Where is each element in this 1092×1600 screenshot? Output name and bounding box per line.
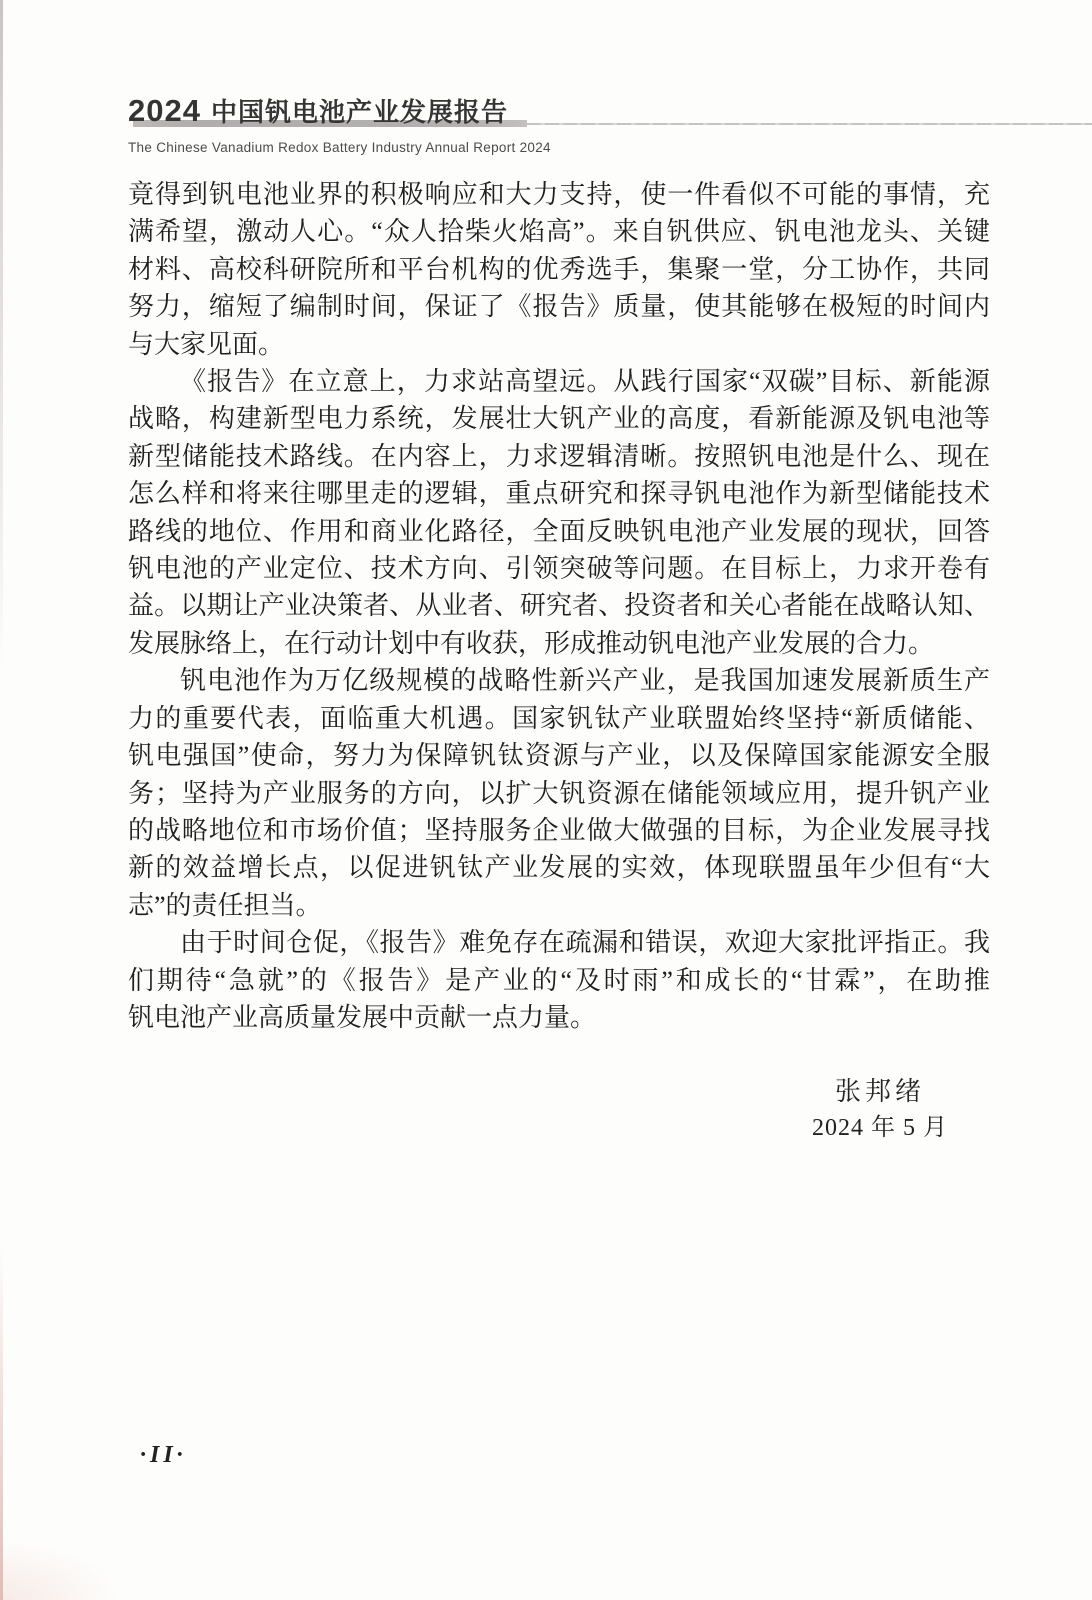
text-line: 务；坚持为产业服务的方向，以扩大钒资源在储能领域应用，提升钒产业 — [128, 778, 990, 808]
text-line: 钒电池的产业定位、技术方向、引领突破等问题。在目标上，力求开卷有 — [128, 554, 990, 584]
text-line: 钒电池产业高质量发展中贡献一点力量。 — [128, 1002, 597, 1032]
text-line: 怎么样和将来往哪里走的逻辑，重点研究和探寻钒电池作为新型储能技术 — [128, 479, 990, 509]
text-line: 战略，构建新型电力系统，发展壮大钒产业的高度，看新能源及钒电池等 — [128, 404, 990, 434]
text-line: 发展脉络上，在行动计划中有收获，形成推动钒电池产业发展的合力。 — [128, 628, 935, 658]
signature-name: 张邦绪 — [834, 1077, 925, 1106]
text-line: 钒电池作为万亿级规模的战略性新兴产业，是我国加速发展新质生产 — [180, 666, 990, 696]
text-line: 力的重要代表，面临重大机遇。国家钒钛产业联盟始终坚持“新质储能、 — [128, 703, 990, 733]
signature-block — [812, 1073, 948, 1148]
text-line: 新型储能技术路线。在内容上，力求逻辑清晰。按照钒电池是什么、现在 — [128, 441, 990, 471]
text-line: 志”的责任担当。 — [128, 890, 322, 920]
text-line: 钒电强国”使命，努力为保障钒钛资源与产业，以及保障国家能源安全服 — [128, 741, 990, 771]
report-header — [128, 92, 1068, 155]
report-title-cn: 中国钒电池产业发展报告 — [210, 97, 508, 127]
report-subtitle-en: The Chinese Vanadium Redox Battery Industry Annual Report 2024 — [128, 140, 551, 155]
text-line: 《报告》在立意上，力求站高望远。从践行国家“双碳”目标、新能源 — [180, 367, 990, 397]
report-year: 2024 — [128, 93, 201, 128]
text-line: 益。以期让产业决策者、从业者、研究者、投资者和关心者能在战略认知、 — [128, 591, 990, 621]
report-title-row — [128, 92, 1068, 128]
text-line: 路线的地位、作用和商业化路径，全面反映钒电池产业发展的现状，回答 — [128, 516, 990, 546]
header-rule-line — [527, 123, 1092, 125]
text-line: 新的效益增长点，以促进钒钛产业发展的实效，体现联盟虽年少但有“大 — [128, 853, 990, 883]
text-line: 努力，缩短了编制时间，保证了《报告》质量，使其能够在极短的时间内 — [128, 292, 990, 322]
preface-body — [128, 176, 990, 1036]
text-line: 与大家见面。 — [128, 329, 285, 359]
scan-edge-artifact — [0, 0, 3, 1600]
text-line: 由于时间仓促，《报告》难免存在疏漏和错误，欢迎大家批评指正。我 — [180, 928, 990, 958]
text-line: 的战略地位和市场价值；坚持服务企业做大做强的目标，为企业发展寻找 — [128, 815, 990, 845]
scan-corner-artifact — [0, 1540, 120, 1600]
text-line: 们期待“急就”的《报告》是产业的“及时雨”和成长的“甘霖”，在助推 — [128, 965, 990, 995]
page-number: ·II· — [140, 1442, 187, 1468]
text-line: 竟得到钒电池业界的积极响应和大力支持，使一件看似不可能的事情，充 — [128, 180, 990, 209]
signature-date: 2024 年 5 月 — [812, 1115, 948, 1142]
text-line: 材料、高校科研院所和平台机构的优秀选手，集聚一堂，分工协作，共同 — [128, 254, 990, 284]
text-line: 满希望，激动人心。“众人拾柴火焰高”。来自钒供应、钒电池龙头、关键 — [128, 217, 990, 247]
